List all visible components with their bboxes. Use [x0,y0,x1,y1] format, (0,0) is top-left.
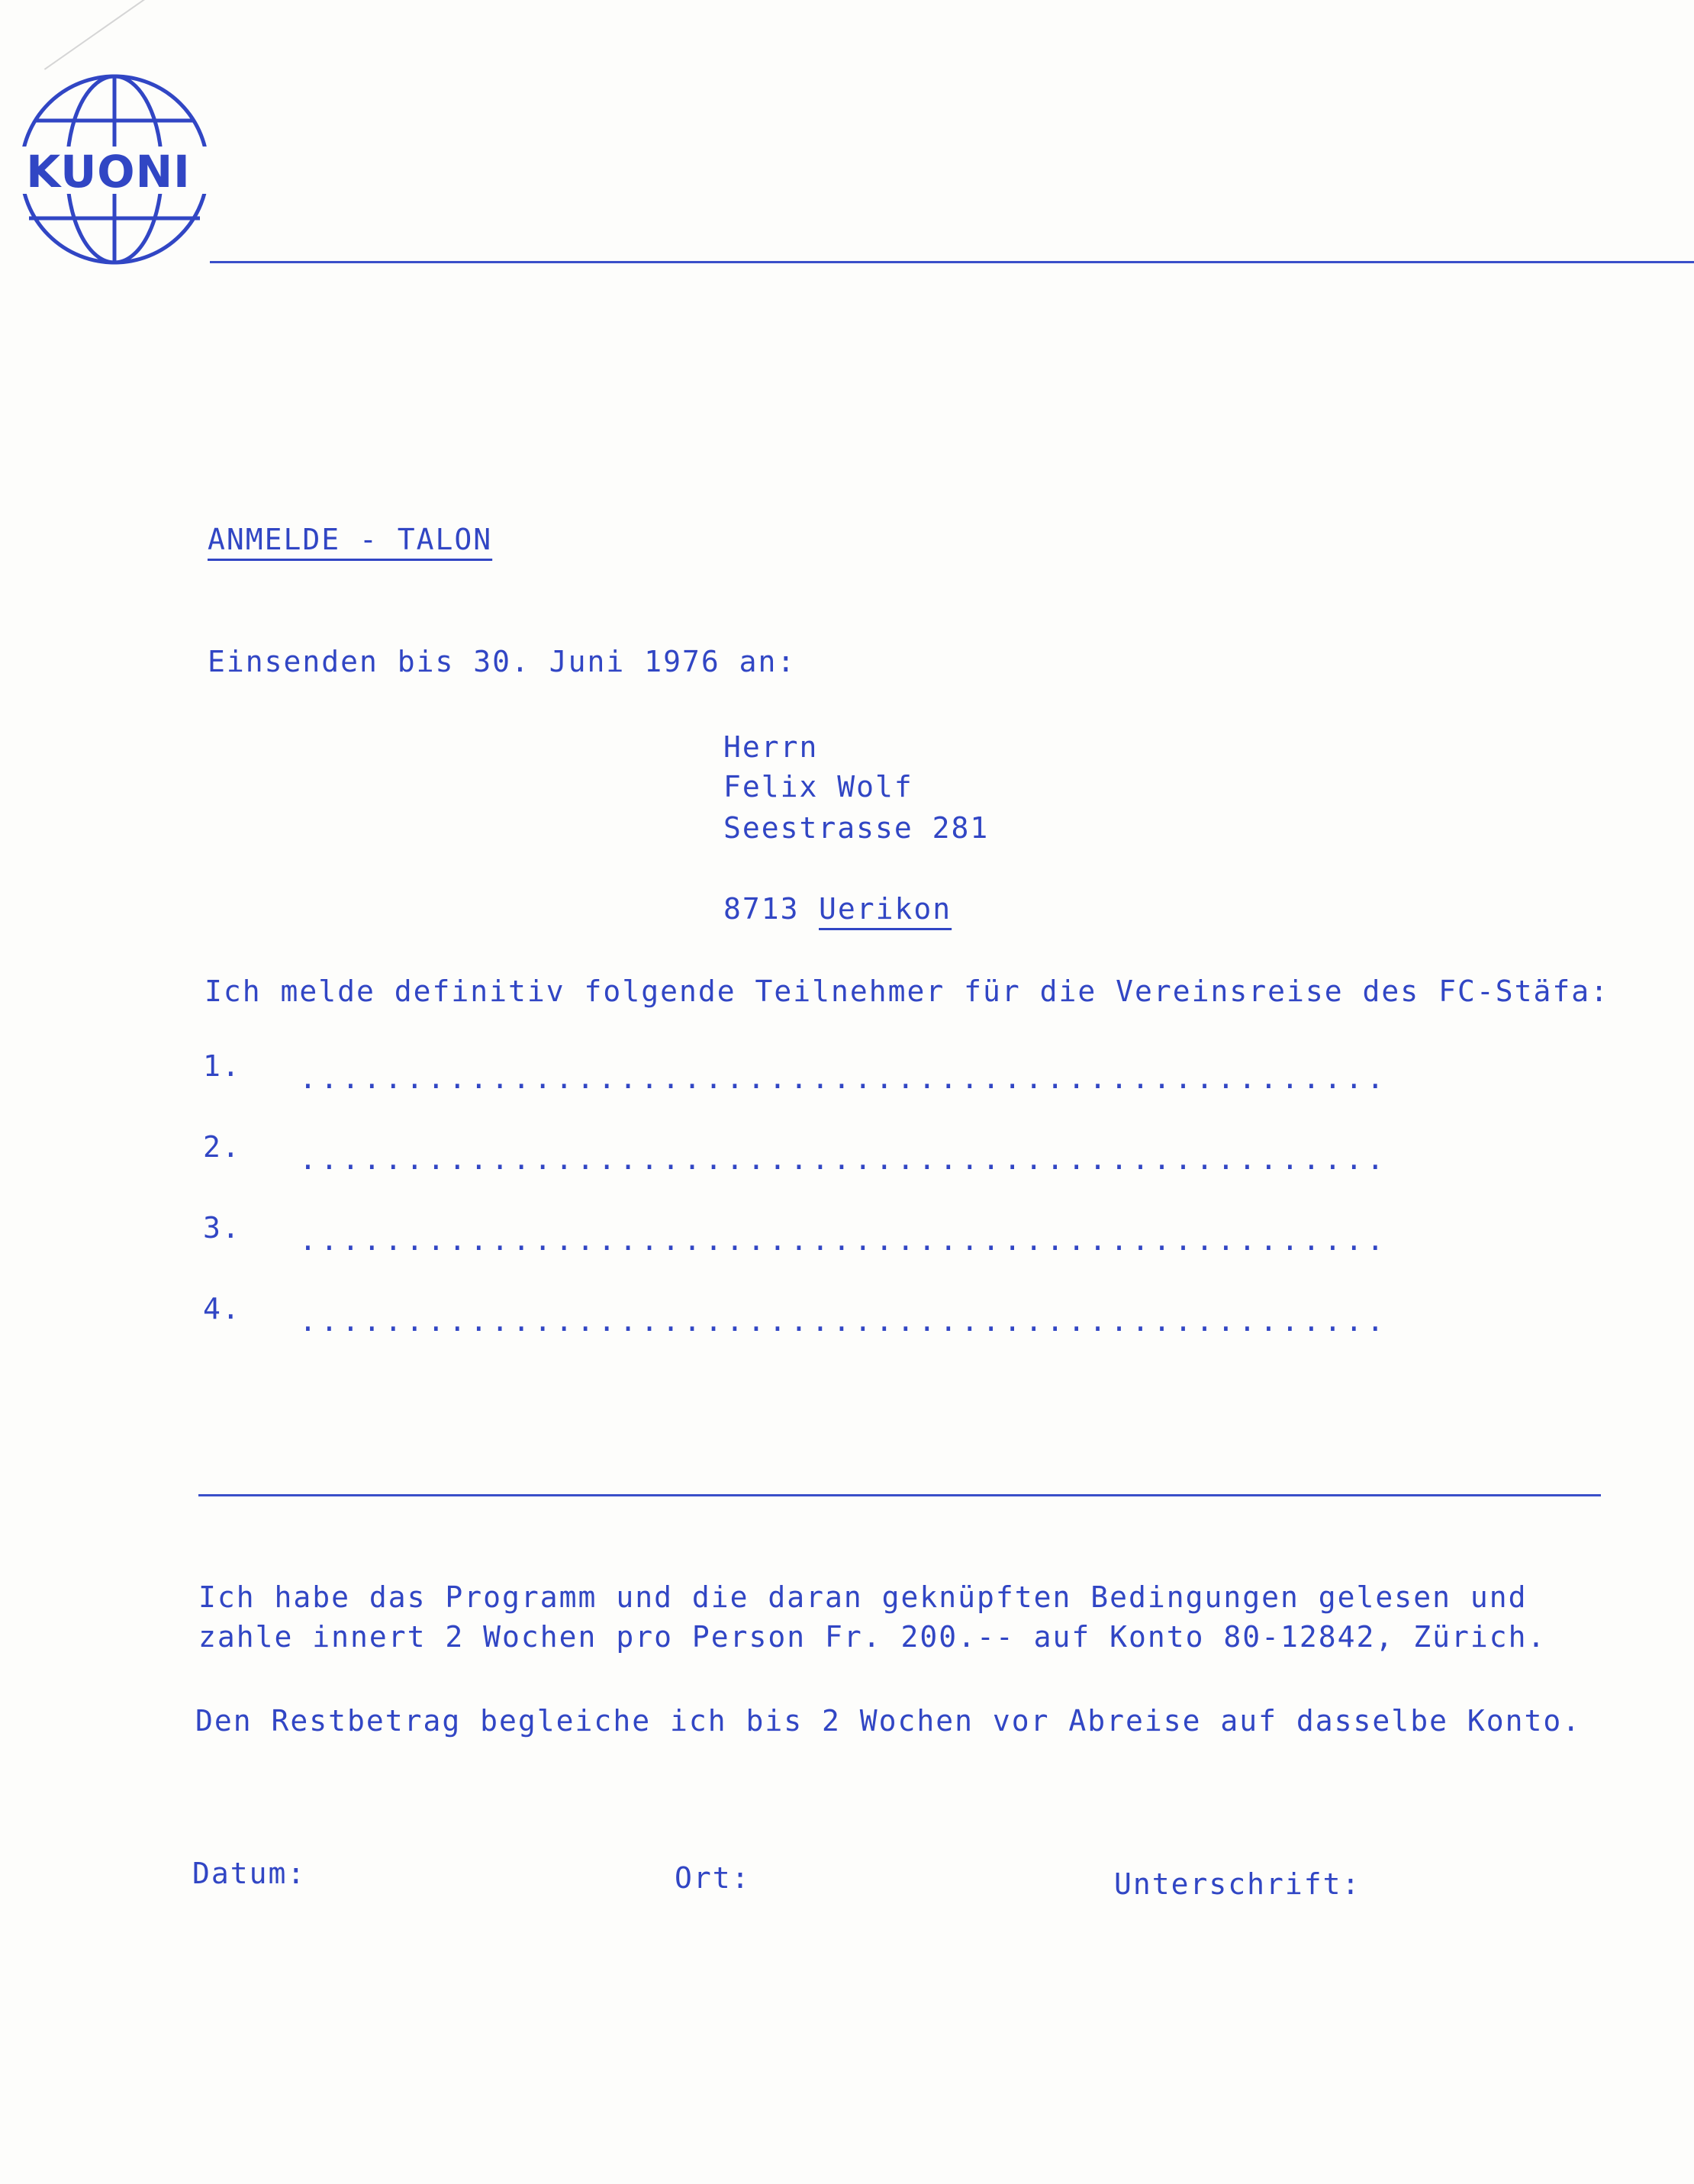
header-rule [210,261,1694,263]
place-label: Ort: [675,1861,751,1895]
recipient-postcode: 8713 [723,892,800,926]
date-label: Datum: [192,1857,307,1890]
participant-number: 4. [203,1292,241,1326]
participant-name-field[interactable]: ................................................... [299,1142,1388,1176]
recipient-name: Felix Wolf [723,770,913,804]
participant-number: 3. [203,1211,241,1245]
paper-crease [44,0,145,70]
terms-line-1: Ich habe das Programm und die daran geknüpften Bedingungen gelesen und [198,1580,1528,1614]
kuoni-logo [6,70,211,267]
terms-line-3: Den Restbetrag begleiche ich bis 2 Wochen vor Abreise auf dasselbe Konto. [195,1704,1582,1738]
kuoni-logo-text: KUONI [26,146,191,198]
participant-name-field[interactable]: ................................................... [299,1061,1388,1095]
recipient-city: Uerikon [819,892,952,926]
participant-name-field[interactable]: ................................................... [299,1223,1388,1257]
deadline-text: Einsenden bis 30. Juni 1976 an: [208,645,797,678]
participants-intro: Ich melde definitiv folgende Teilnehmer für die Vereinsreise des FC-Stäfa: [205,974,1609,1008]
section-divider [198,1494,1601,1496]
participant-name-field[interactable]: ................................................... [299,1304,1388,1338]
recipient-street: Seestrasse 281 [723,811,990,845]
terms-line-2: zahle innert 2 Wochen pro Person Fr. 200.-- auf Konto 80-12842, Zürich. [198,1620,1547,1654]
form-title: ANMELDE - TALON [208,523,493,556]
participant-number: 1. [203,1049,241,1083]
signature-label: Unterschrift: [1114,1867,1361,1901]
participant-number: 2. [203,1130,241,1164]
recipient-salutation: Herrn [723,730,819,764]
